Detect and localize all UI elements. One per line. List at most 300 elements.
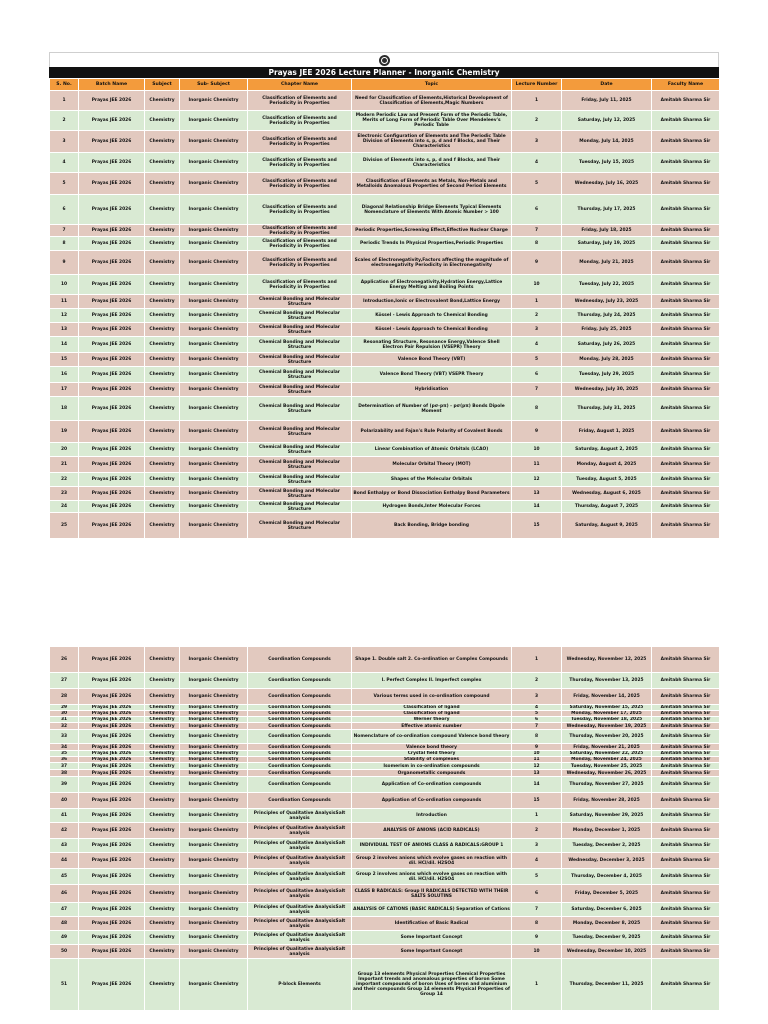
- sub-subject-cell: Inorganic Chemistry: [180, 723, 248, 730]
- date-cell: Wednesday, August 6, 2025: [562, 487, 652, 501]
- topic-cell: Electronic Configuration of Elements and The Periodic Table Division of Elements into s, p, d and f Blocks, and Their Characteristics: [352, 131, 512, 153]
- batch-cell: Prayas JEE 2026: [79, 917, 145, 931]
- topic-cell: Back Bonding, Bridge bonding: [352, 513, 512, 539]
- sub-subject-cell: Inorganic Chemistry: [180, 383, 248, 397]
- sno-cell: 33: [50, 730, 79, 744]
- topic-cell: Organometallic compounds: [352, 770, 512, 777]
- date-cell: Friday, July 25, 2025: [562, 323, 652, 337]
- sno-cell: 36: [50, 757, 79, 763]
- sno-cell: 16: [50, 367, 79, 383]
- batch-cell: Prayas JEE 2026: [79, 91, 145, 111]
- topic-cell: Hydrogen Bonds,Inter Molecular Forces: [352, 501, 512, 513]
- table-row: [50, 173, 720, 195]
- table-row: [50, 131, 720, 153]
- topic-cell: Identification of Basic Radical: [352, 917, 512, 931]
- batch-cell: Prayas JEE 2026: [79, 383, 145, 397]
- chapter-cell: Coordination Compounds: [248, 763, 352, 770]
- faculty-cell: Amitabh Sharma Sir: [652, 931, 720, 945]
- faculty-cell: Amitabh Sharma Sir: [652, 295, 720, 309]
- batch-cell: Prayas JEE 2026: [79, 353, 145, 367]
- faculty-cell: Amitabh Sharma Sir: [652, 917, 720, 931]
- topic-cell: Polarizability and Fajan's Rule Polarity of Covalent Bonds: [352, 421, 512, 443]
- topic-cell: I. Perfect Complex II. Imperfect complex: [352, 673, 512, 689]
- table-row: [50, 823, 720, 839]
- faculty-cell: Amitabh Sharma Sir: [652, 421, 720, 443]
- batch-cell: Prayas JEE 2026: [79, 673, 145, 689]
- chapter-cell: Coordination Compounds: [248, 751, 352, 757]
- faculty-cell: Amitabh Sharma Sir: [652, 723, 720, 730]
- sub-subject-cell: Inorganic Chemistry: [180, 195, 248, 225]
- date-cell: Wednesday, December 10, 2025: [562, 945, 652, 959]
- topic-cell: Shapes of the Molecular Orbitals: [352, 473, 512, 487]
- sno-cell: 1: [50, 91, 79, 111]
- chapter-cell: Coordination Compounds: [248, 689, 352, 705]
- batch-cell: Prayas JEE 2026: [79, 959, 145, 1011]
- chapter-cell: Classification of Elements and Periodicity in Properties: [248, 173, 352, 195]
- sub-subject-cell: Inorganic Chemistry: [180, 473, 248, 487]
- chapter-cell: Principles of Qualitative AnalysisSalt analysis: [248, 839, 352, 853]
- lecture-number-cell: 10: [512, 275, 562, 295]
- sno-cell: 39: [50, 777, 79, 793]
- sub-subject-cell: Inorganic Chemistry: [180, 153, 248, 173]
- date-cell: Thursday, December 4, 2025: [562, 869, 652, 885]
- sno-cell: 48: [50, 917, 79, 931]
- batch-cell: Prayas JEE 2026: [79, 869, 145, 885]
- topic-cell: Application of Co-ordination compounds: [352, 777, 512, 793]
- chapter-cell: Classification of Elements and Periodicity in Properties: [248, 153, 352, 173]
- chapter-cell: Classification of Elements and Periodicity in Properties: [248, 111, 352, 131]
- lecture-number-cell: 14: [512, 501, 562, 513]
- col-header: S. No.: [50, 79, 79, 91]
- sno-cell: 41: [50, 809, 79, 823]
- chapter-cell: Classification of Elements and Periodicity in Properties: [248, 131, 352, 153]
- col-header: Sub- Subject: [180, 79, 248, 91]
- batch-cell: Prayas JEE 2026: [79, 457, 145, 473]
- planner-section-2: [49, 646, 719, 1011]
- lecture-number-cell: 1: [512, 809, 562, 823]
- faculty-cell: Amitabh Sharma Sir: [652, 309, 720, 323]
- sno-cell: 2: [50, 111, 79, 131]
- lecture-number-cell: 9: [512, 421, 562, 443]
- faculty-cell: Amitabh Sharma Sir: [652, 323, 720, 337]
- subject-cell: Chemistry: [145, 777, 180, 793]
- lecture-number-cell: 8: [512, 237, 562, 251]
- table-row: [50, 295, 720, 309]
- sub-subject-cell: Inorganic Chemistry: [180, 763, 248, 770]
- faculty-cell: Amitabh Sharma Sir: [652, 383, 720, 397]
- chapter-cell: Chemical Bonding and Molecular Structure: [248, 295, 352, 309]
- table-row: [50, 323, 720, 337]
- lecture-number-cell: 13: [512, 487, 562, 501]
- batch-cell: Prayas JEE 2026: [79, 513, 145, 539]
- chapter-cell: Coordination Compounds: [248, 730, 352, 744]
- topic-cell: Effective atomic number: [352, 723, 512, 730]
- sno-cell: 45: [50, 869, 79, 885]
- date-cell: Thursday, November 27, 2025: [562, 777, 652, 793]
- date-cell: Monday, August 4, 2025: [562, 457, 652, 473]
- lecture-number-cell: 2: [512, 823, 562, 839]
- table-row: [50, 931, 720, 945]
- table-row: [50, 809, 720, 823]
- sub-subject-cell: Inorganic Chemistry: [180, 131, 248, 153]
- batch-cell: Prayas JEE 2026: [79, 309, 145, 323]
- sno-cell: 12: [50, 309, 79, 323]
- date-cell: Friday, November 28, 2025: [562, 793, 652, 809]
- topic-cell: Modern Periodic Law and Present Form of the Periodic Table, Merits of Long Form of Periodic Table Over Mendeleev's Periodic Table: [352, 111, 512, 131]
- table-row: [50, 367, 720, 383]
- lecture-number-cell: 4: [512, 153, 562, 173]
- batch-cell: Prayas JEE 2026: [79, 903, 145, 917]
- faculty-cell: Amitabh Sharma Sir: [652, 809, 720, 823]
- table-row: [50, 275, 720, 295]
- date-cell: Monday, July 21, 2025: [562, 251, 652, 275]
- lecture-number-cell: 12: [512, 473, 562, 487]
- date-cell: Wednesday, July 23, 2025: [562, 295, 652, 309]
- subject-cell: Chemistry: [145, 705, 180, 711]
- batch-cell: Prayas JEE 2026: [79, 839, 145, 853]
- date-cell: Friday, July 11, 2025: [562, 91, 652, 111]
- lecture-number-cell: 7: [512, 225, 562, 237]
- lecture-number-cell: 1: [512, 295, 562, 309]
- chapter-cell: Principles of Qualitative AnalysisSalt analysis: [248, 823, 352, 839]
- topic-cell: Kössel - Lewis Approach to Chemical Bonding: [352, 309, 512, 323]
- batch-cell: Prayas JEE 2026: [79, 763, 145, 770]
- sno-cell: 4: [50, 153, 79, 173]
- topic-cell: Valence Bond Theory (VBT): [352, 353, 512, 367]
- col-header: Topic: [352, 79, 512, 91]
- batch-cell: Prayas JEE 2026: [79, 397, 145, 421]
- sub-subject-cell: Inorganic Chemistry: [180, 917, 248, 931]
- sno-cell: 7: [50, 225, 79, 237]
- faculty-cell: Amitabh Sharma Sir: [652, 237, 720, 251]
- table-row: [50, 730, 720, 744]
- table-row: [50, 885, 720, 903]
- table-row: [50, 473, 720, 487]
- lecture-number-cell: 7: [512, 903, 562, 917]
- subject-cell: Chemistry: [145, 237, 180, 251]
- sno-cell: 25: [50, 513, 79, 539]
- batch-cell: Prayas JEE 2026: [79, 487, 145, 501]
- table-row: [50, 744, 720, 751]
- sub-subject-cell: Inorganic Chemistry: [180, 673, 248, 689]
- sub-subject-cell: Inorganic Chemistry: [180, 367, 248, 383]
- date-cell: Wednesday, November 12, 2025: [562, 647, 652, 673]
- sub-subject-cell: Inorganic Chemistry: [180, 770, 248, 777]
- faculty-cell: Amitabh Sharma Sir: [652, 705, 720, 711]
- batch-cell: Prayas JEE 2026: [79, 757, 145, 763]
- date-cell: Wednesday, July 30, 2025: [562, 383, 652, 397]
- chapter-cell: Coordination Compounds: [248, 723, 352, 730]
- faculty-cell: Amitabh Sharma Sir: [652, 839, 720, 853]
- lecture-number-cell: 2: [512, 673, 562, 689]
- chapter-cell: Principles of Qualitative AnalysisSalt analysis: [248, 869, 352, 885]
- subject-cell: Chemistry: [145, 457, 180, 473]
- table-row: [50, 869, 720, 885]
- topic-cell: Classification of ligand: [352, 711, 512, 717]
- sub-subject-cell: Inorganic Chemistry: [180, 751, 248, 757]
- faculty-cell: Amitabh Sharma Sir: [652, 153, 720, 173]
- subject-cell: Chemistry: [145, 711, 180, 717]
- subject-cell: Chemistry: [145, 513, 180, 539]
- topic-cell: ANALYSIS OF CATIONS (BASIC RADICALS) Separation of Cations: [352, 903, 512, 917]
- topic-cell: Group 13 elements Physical Properties Chemical Properties Important trends and anomalous properties of boron Some important compounds of boron Uses of boron and aluminium and their compounds Group 14 elements Physical Properties of Group 14: [352, 959, 512, 1011]
- sub-subject-cell: Inorganic Chemistry: [180, 421, 248, 443]
- sub-subject-cell: Inorganic Chemistry: [180, 295, 248, 309]
- table-row: [50, 959, 720, 1011]
- table-row: [50, 777, 720, 793]
- chapter-cell: Classification of Elements and Periodicity in Properties: [248, 275, 352, 295]
- faculty-cell: Amitabh Sharma Sir: [652, 173, 720, 195]
- chapter-cell: Classification of Elements and Periodicity in Properties: [248, 237, 352, 251]
- topic-cell: Division of Elements into s, p, d and f Blocks, and Their Characteristics: [352, 153, 512, 173]
- faculty-cell: Amitabh Sharma Sir: [652, 487, 720, 501]
- date-cell: Wednesday, December 3, 2025: [562, 853, 652, 869]
- batch-cell: Prayas JEE 2026: [79, 131, 145, 153]
- sno-cell: 19: [50, 421, 79, 443]
- sno-cell: 49: [50, 931, 79, 945]
- faculty-cell: Amitabh Sharma Sir: [652, 853, 720, 869]
- sno-cell: 22: [50, 473, 79, 487]
- batch-cell: Prayas JEE 2026: [79, 153, 145, 173]
- subject-cell: Chemistry: [145, 309, 180, 323]
- lecture-number-cell: 14: [512, 777, 562, 793]
- batch-cell: Prayas JEE 2026: [79, 443, 145, 457]
- batch-cell: Prayas JEE 2026: [79, 793, 145, 809]
- date-cell: Tuesday, December 9, 2025: [562, 931, 652, 945]
- date-cell: Thursday, August 7, 2025: [562, 501, 652, 513]
- chapter-cell: Coordination Compounds: [248, 744, 352, 751]
- faculty-cell: Amitabh Sharma Sir: [652, 777, 720, 793]
- sub-subject-cell: Inorganic Chemistry: [180, 323, 248, 337]
- lecture-number-cell: 4: [512, 853, 562, 869]
- chapter-cell: Chemical Bonding and Molecular Structure: [248, 457, 352, 473]
- batch-cell: Prayas JEE 2026: [79, 823, 145, 839]
- faculty-cell: Amitabh Sharma Sir: [652, 673, 720, 689]
- page-title: Prayas JEE 2026 Lecture Planner - Inorganic Chemistry: [49, 67, 719, 78]
- chapter-cell: Chemical Bonding and Molecular Structure: [248, 383, 352, 397]
- sno-cell: 35: [50, 751, 79, 757]
- subject-cell: Chemistry: [145, 195, 180, 225]
- batch-cell: Prayas JEE 2026: [79, 473, 145, 487]
- lecture-number-cell: 1: [512, 647, 562, 673]
- col-header: Faculty Name: [652, 79, 720, 91]
- sub-subject-cell: Inorganic Chemistry: [180, 309, 248, 323]
- faculty-cell: Amitabh Sharma Sir: [652, 823, 720, 839]
- date-cell: Friday, November 21, 2025: [562, 744, 652, 751]
- faculty-cell: Amitabh Sharma Sir: [652, 751, 720, 757]
- sno-cell: 42: [50, 823, 79, 839]
- date-cell: Tuesday, July 22, 2025: [562, 275, 652, 295]
- sno-cell: 24: [50, 501, 79, 513]
- faculty-cell: Amitabh Sharma Sir: [652, 457, 720, 473]
- lecture-number-cell: 15: [512, 513, 562, 539]
- batch-cell: Prayas JEE 2026: [79, 723, 145, 730]
- faculty-cell: Amitabh Sharma Sir: [652, 959, 720, 1011]
- table-row: [50, 251, 720, 275]
- chapter-cell: Classification of Elements and Periodicity in Properties: [248, 225, 352, 237]
- sno-cell: 8: [50, 237, 79, 251]
- lecture-number-cell: 6: [512, 195, 562, 225]
- faculty-cell: Amitabh Sharma Sir: [652, 744, 720, 751]
- chapter-cell: Chemical Bonding and Molecular Structure: [248, 323, 352, 337]
- chapter-cell: Coordination Compounds: [248, 793, 352, 809]
- date-cell: Saturday, November 22, 2025: [562, 751, 652, 757]
- lecture-number-cell: 3: [512, 323, 562, 337]
- faculty-cell: Amitabh Sharma Sir: [652, 711, 720, 717]
- faculty-cell: Amitabh Sharma Sir: [652, 869, 720, 885]
- subject-cell: Chemistry: [145, 173, 180, 195]
- lecture-number-cell: 1: [512, 959, 562, 1011]
- topic-cell: Classification of ligand: [352, 705, 512, 711]
- faculty-cell: Amitabh Sharma Sir: [652, 885, 720, 903]
- sub-subject-cell: Inorganic Chemistry: [180, 885, 248, 903]
- date-cell: Tuesday, July 15, 2025: [562, 153, 652, 173]
- subject-cell: Chemistry: [145, 501, 180, 513]
- faculty-cell: Amitabh Sharma Sir: [652, 131, 720, 153]
- batch-cell: Prayas JEE 2026: [79, 225, 145, 237]
- topic-cell: CLASS B RADICALS: Group II RADICALS DETECTED WITH THEIR SALTS SOLUTINS: [352, 885, 512, 903]
- sno-cell: 20: [50, 443, 79, 457]
- sub-subject-cell: Inorganic Chemistry: [180, 237, 248, 251]
- subject-cell: Chemistry: [145, 917, 180, 931]
- table-row: [50, 839, 720, 853]
- planner-section-1: [49, 52, 719, 539]
- batch-cell: Prayas JEE 2026: [79, 237, 145, 251]
- sno-cell: 47: [50, 903, 79, 917]
- chapter-cell: Principles of Qualitative AnalysisSalt analysis: [248, 903, 352, 917]
- batch-cell: Prayas JEE 2026: [79, 689, 145, 705]
- table-row: [50, 309, 720, 323]
- sub-subject-cell: Inorganic Chemistry: [180, 337, 248, 353]
- chapter-cell: Coordination Compounds: [248, 717, 352, 723]
- table-row: [50, 903, 720, 917]
- topic-cell: Periodic Trends In Physical Properties,Periodic Properties: [352, 237, 512, 251]
- batch-cell: Prayas JEE 2026: [79, 501, 145, 513]
- faculty-cell: Amitabh Sharma Sir: [652, 251, 720, 275]
- faculty-cell: Amitabh Sharma Sir: [652, 91, 720, 111]
- subject-cell: Chemistry: [145, 744, 180, 751]
- table-row: [50, 513, 720, 539]
- topic-cell: Kössel - Lewis Approach to Chemical Bonding: [352, 323, 512, 337]
- faculty-cell: Amitabh Sharma Sir: [652, 770, 720, 777]
- topic-cell: Valence Bond Theory (VBT) VSEPR Theory: [352, 367, 512, 383]
- table-row: [50, 763, 720, 770]
- sub-subject-cell: Inorganic Chemistry: [180, 689, 248, 705]
- topic-cell: Determination of Number of (pσ-pπ) - pσ(pπ) Bonds Dipole Moment: [352, 397, 512, 421]
- faculty-cell: Amitabh Sharma Sir: [652, 689, 720, 705]
- sub-subject-cell: Inorganic Chemistry: [180, 501, 248, 513]
- chapter-cell: Coordination Compounds: [248, 757, 352, 763]
- sno-cell: 15: [50, 353, 79, 367]
- logo-row: [49, 52, 719, 67]
- subject-cell: Chemistry: [145, 717, 180, 723]
- sub-subject-cell: Inorganic Chemistry: [180, 457, 248, 473]
- lecture-number-cell: 8: [512, 917, 562, 931]
- faculty-cell: Amitabh Sharma Sir: [652, 473, 720, 487]
- date-cell: Monday, July 28, 2025: [562, 353, 652, 367]
- sub-subject-cell: Inorganic Chemistry: [180, 513, 248, 539]
- subject-cell: Chemistry: [145, 647, 180, 673]
- table-row: [50, 195, 720, 225]
- batch-cell: Prayas JEE 2026: [79, 770, 145, 777]
- batch-cell: Prayas JEE 2026: [79, 421, 145, 443]
- batch-cell: Prayas JEE 2026: [79, 885, 145, 903]
- batch-cell: Prayas JEE 2026: [79, 367, 145, 383]
- chapter-cell: Chemical Bonding and Molecular Structure: [248, 353, 352, 367]
- sub-subject-cell: Inorganic Chemistry: [180, 869, 248, 885]
- topic-cell: Stability of complexes: [352, 757, 512, 763]
- faculty-cell: Amitabh Sharma Sir: [652, 337, 720, 353]
- topic-cell: Hybridisation: [352, 383, 512, 397]
- sno-cell: 26: [50, 647, 79, 673]
- subject-cell: Chemistry: [145, 770, 180, 777]
- subject-cell: Chemistry: [145, 885, 180, 903]
- lecture-number-cell: 9: [512, 744, 562, 751]
- table-body-2: [50, 647, 720, 1011]
- chapter-cell: Chemical Bonding and Molecular Structure: [248, 421, 352, 443]
- topic-cell: Scales of Electronegativity,Factors affecting the magnitude of electronegativity Periodicity in Electronegativity: [352, 251, 512, 275]
- lecture-number-cell: 5: [512, 869, 562, 885]
- date-cell: Friday, August 1, 2025: [562, 421, 652, 443]
- sno-cell: 6: [50, 195, 79, 225]
- lecture-number-cell: 2: [512, 111, 562, 131]
- date-cell: Wednesday, July 16, 2025: [562, 173, 652, 195]
- subject-cell: Chemistry: [145, 730, 180, 744]
- batch-cell: Prayas JEE 2026: [79, 295, 145, 309]
- batch-cell: Prayas JEE 2026: [79, 111, 145, 131]
- batch-cell: Prayas JEE 2026: [79, 711, 145, 717]
- subject-cell: Chemistry: [145, 353, 180, 367]
- lecture-number-cell: 7: [512, 383, 562, 397]
- date-cell: Saturday, August 9, 2025: [562, 513, 652, 539]
- subject-cell: Chemistry: [145, 959, 180, 1011]
- chapter-cell: Chemical Bonding and Molecular Structure: [248, 487, 352, 501]
- table-row: [50, 237, 720, 251]
- sno-cell: 46: [50, 885, 79, 903]
- faculty-cell: Amitabh Sharma Sir: [652, 195, 720, 225]
- date-cell: Saturday, July 26, 2025: [562, 337, 652, 353]
- subject-cell: Chemistry: [145, 869, 180, 885]
- batch-cell: Prayas JEE 2026: [79, 251, 145, 275]
- date-cell: Tuesday, November 25, 2025: [562, 763, 652, 770]
- chapter-cell: Coordination Compounds: [248, 770, 352, 777]
- sno-cell: 32: [50, 723, 79, 730]
- sub-subject-cell: Inorganic Chemistry: [180, 793, 248, 809]
- table-row: [50, 770, 720, 777]
- topic-cell: Various terms used in co-ordination compound: [352, 689, 512, 705]
- subject-cell: Chemistry: [145, 809, 180, 823]
- date-cell: Saturday, August 2, 2025: [562, 443, 652, 457]
- subject-cell: Chemistry: [145, 853, 180, 869]
- lecture-number-cell: 5: [512, 353, 562, 367]
- table-body-1: [50, 91, 720, 539]
- faculty-cell: Amitabh Sharma Sir: [652, 111, 720, 131]
- chapter-cell: Principles of Qualitative AnalysisSalt analysis: [248, 931, 352, 945]
- topic-cell: Some Important Concept: [352, 945, 512, 959]
- date-cell: Tuesday, July 29, 2025: [562, 367, 652, 383]
- chapter-cell: Coordination Compounds: [248, 705, 352, 711]
- lecture-number-cell: 8: [512, 397, 562, 421]
- sno-cell: 40: [50, 793, 79, 809]
- table-row: [50, 153, 720, 173]
- sub-subject-cell: Inorganic Chemistry: [180, 903, 248, 917]
- sno-cell: 21: [50, 457, 79, 473]
- lecture-number-cell: 5: [512, 173, 562, 195]
- faculty-cell: Amitabh Sharma Sir: [652, 353, 720, 367]
- topic-cell: Diagonal Relationship Bridge Elements Typical Elements Nomenclature of Elements With Atomic Number > 100: [352, 195, 512, 225]
- sno-cell: 51: [50, 959, 79, 1011]
- lecture-number-cell: 10: [512, 443, 562, 457]
